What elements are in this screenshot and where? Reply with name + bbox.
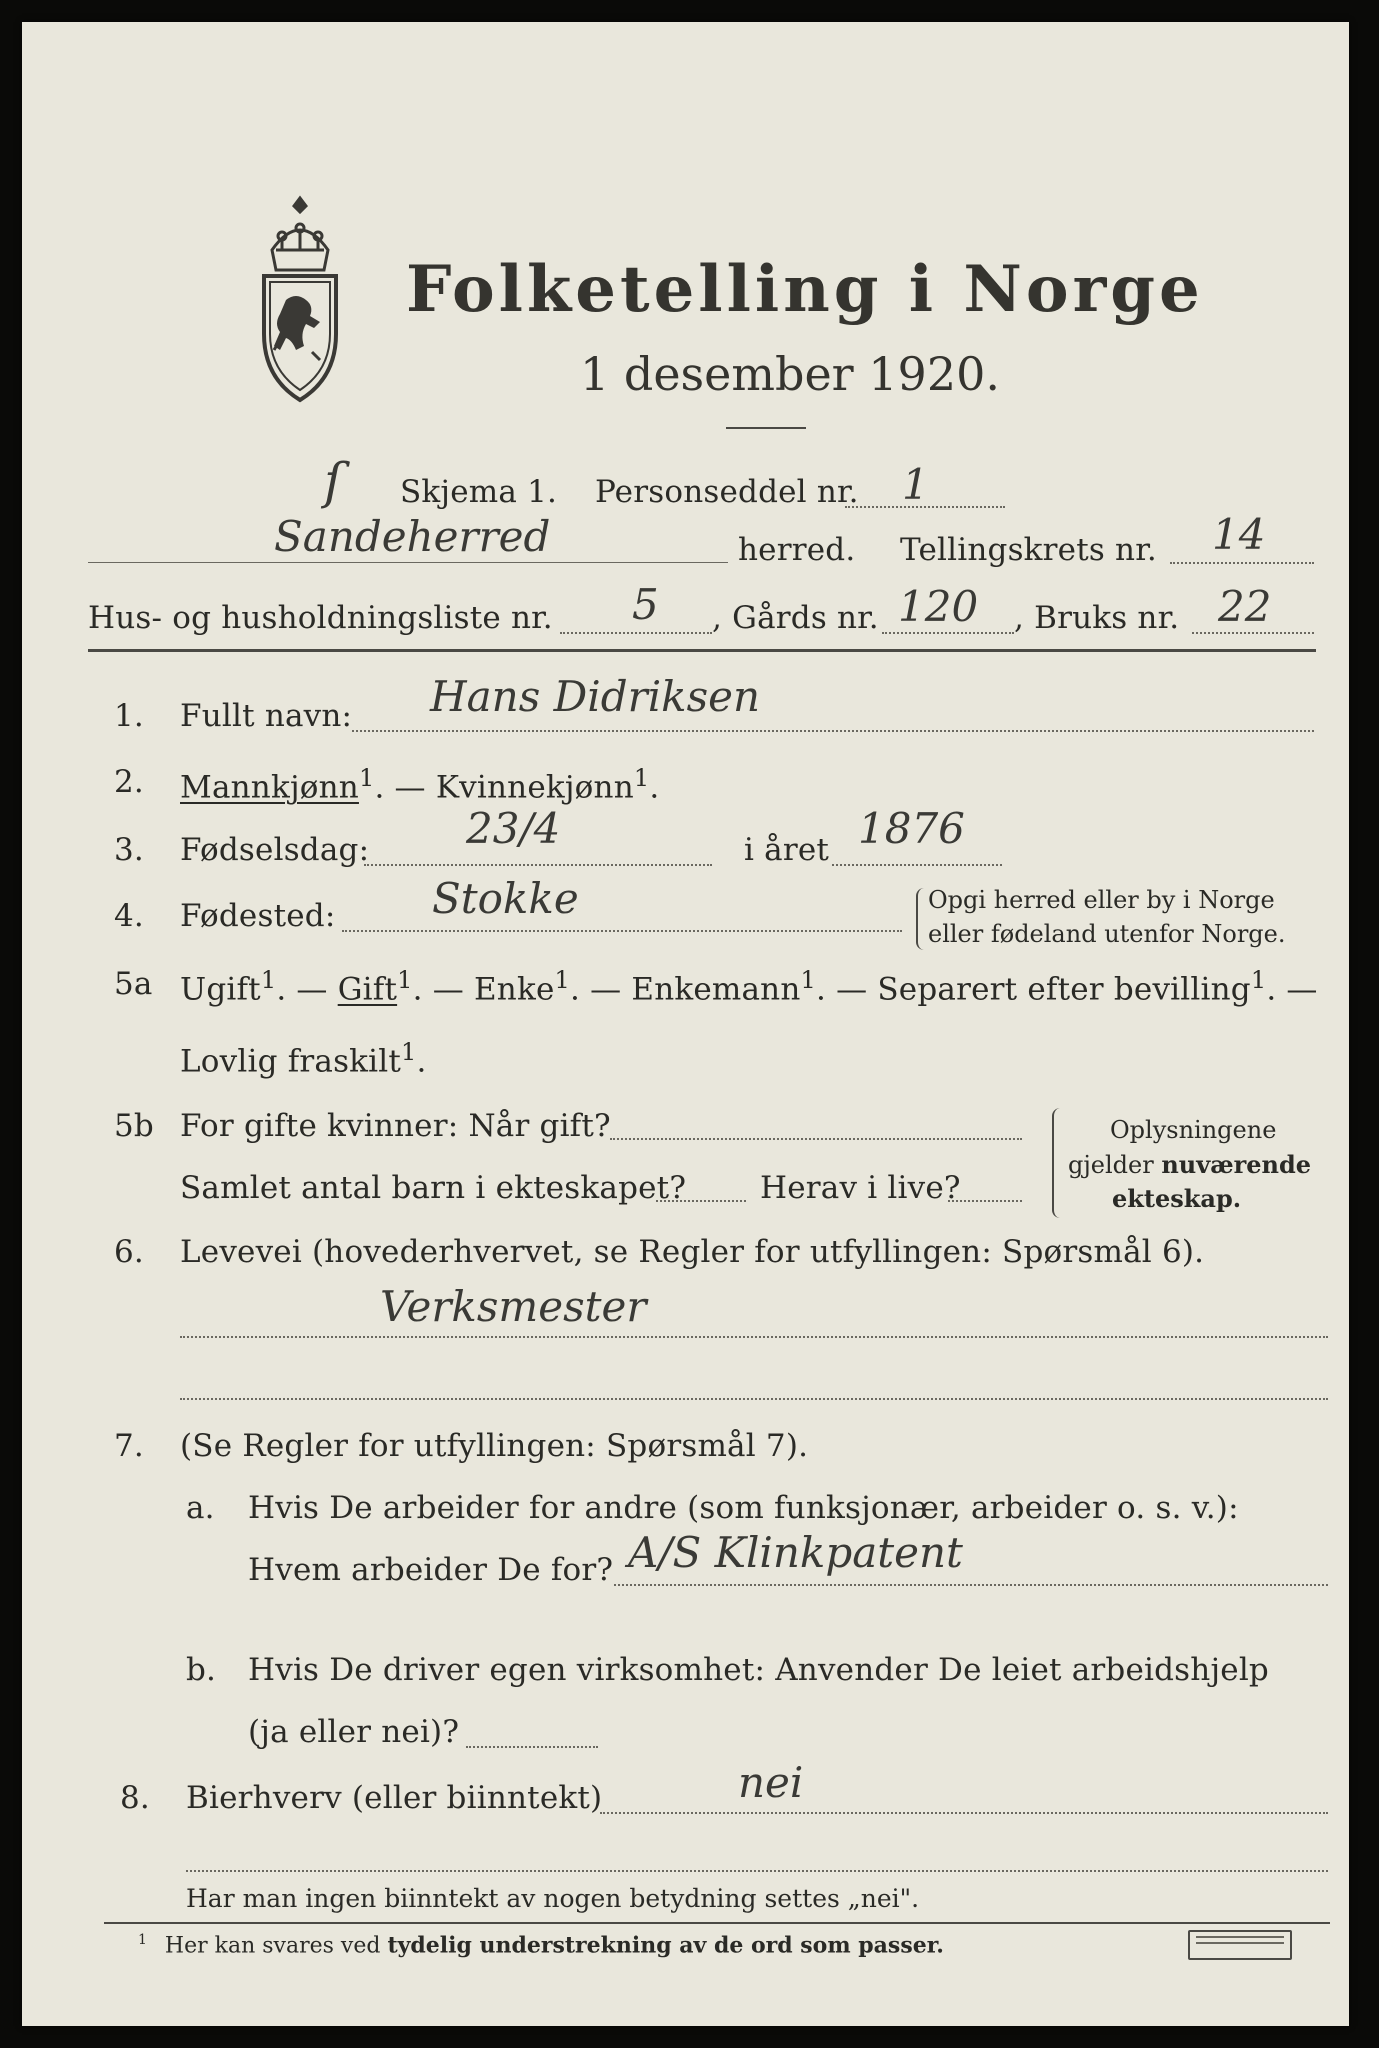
q5b-note-line3: ekteskap. xyxy=(1112,1184,1242,1213)
q7b-letter: b. xyxy=(186,1652,217,1688)
q6-label: Levevei (hovederhvervet, se Regler for utfyllingen: Spørsmål 6). xyxy=(180,1234,1205,1270)
q5b-number: 5b xyxy=(114,1108,154,1144)
q5b-note-line2: gjelder nuværende xyxy=(1068,1150,1312,1179)
q5a-options: Ugift$^1$. — Gift$^1$. — Enke$^1$. — Enkemann$^1$. — Separert efter bevilling$^1$. — xyxy=(180,966,1318,1008)
q4-note-line1: Opgi herred eller by i Norge xyxy=(928,886,1275,914)
q5a-option-fraskilt-line: Lovlig fraskilt$^1$. xyxy=(180,1038,427,1080)
q7a-fill-line xyxy=(614,1584,1328,1586)
q6-value: Verksmester xyxy=(380,1282,647,1331)
q5a-option-fraskilt: Lovlig fraskilt xyxy=(180,1043,402,1080)
q3-fill-line xyxy=(364,864,712,866)
q5b-fill-line3 xyxy=(948,1200,1022,1202)
q7a-letter: a. xyxy=(186,1490,215,1526)
q5b-note-brace xyxy=(1052,1108,1064,1218)
q5b-label3: Herav i live? xyxy=(760,1170,961,1206)
q5b-fill-line1 xyxy=(610,1138,1022,1140)
q5a-number: 5a xyxy=(114,966,153,1002)
q5a-option-enke: Enke xyxy=(473,971,555,1008)
q2-number: 2. xyxy=(114,764,144,800)
q8-number: 8. xyxy=(120,1780,150,1816)
q1-value: Hans Didriksen xyxy=(430,672,761,721)
q6-fill-line2 xyxy=(180,1398,1328,1400)
q7a-question: Hvem arbeider De for? xyxy=(248,1552,614,1588)
census-date: 1 desember 1920. xyxy=(580,347,1000,401)
husliste-fill-line xyxy=(560,632,712,634)
bruks-fill-line xyxy=(1192,632,1314,634)
gards-value: 120 xyxy=(898,582,979,631)
q5b-label2: Samlet antal barn i ekteskapet? xyxy=(180,1170,687,1206)
q8-fill-line xyxy=(600,1812,1328,1814)
q7-label: (Se Regler for utfyllingen: Spørsmål 7). xyxy=(180,1428,809,1464)
q5a-option-enkemann: Enkemann xyxy=(631,971,801,1008)
q3-value: 23/4 xyxy=(466,804,561,853)
q4-label: Fødested: xyxy=(180,898,336,934)
title-divider xyxy=(726,427,806,429)
tellingskrets-value: 14 xyxy=(1212,510,1266,559)
q3-year-fill-line xyxy=(832,864,1002,866)
q5b-note-line1: Oplysningene xyxy=(1110,1116,1277,1144)
q4-fill-line xyxy=(342,930,902,932)
schema-label: Skjema 1. xyxy=(400,474,558,510)
q3-label: Fødselsdag: xyxy=(180,832,370,868)
q4-number: 4. xyxy=(114,898,144,934)
personseddel-label: Personseddel nr. xyxy=(595,474,859,510)
q8-value: nei xyxy=(738,1758,804,1807)
q3-number: 3. xyxy=(114,832,144,868)
herred-value: Sandeherred xyxy=(274,512,551,561)
q6-fill-line1 xyxy=(180,1336,1328,1338)
tellingskrets-label: Tellingskrets nr. xyxy=(900,532,1157,568)
q7-number: 7. xyxy=(114,1428,144,1464)
q3-year-label: i året xyxy=(744,832,830,868)
q5a-option-separert: Separert efter bevilling xyxy=(877,971,1251,1008)
herred-fill-line xyxy=(88,562,728,563)
q2-text: Mannkjønn$^1$. — Kvinnekjønn$^1$. xyxy=(180,764,660,806)
gards-fill-line xyxy=(882,632,1014,634)
herred-label: herred. xyxy=(738,532,856,568)
q8-label: Bierhverv (eller biinntekt) xyxy=(186,1780,603,1816)
q5a-option-ugift: Ugift xyxy=(180,971,261,1008)
q4-note-brace xyxy=(916,888,926,950)
q1-fill-line xyxy=(352,730,1314,732)
personseddel-value: 1 xyxy=(902,460,929,509)
footnote-mark: 1 xyxy=(138,1932,147,1948)
q2-male-option: Mannkjønn xyxy=(180,769,359,806)
form-title: Folketelling i Norge xyxy=(406,252,1204,327)
q1-number: 1. xyxy=(114,698,144,734)
q5b-label1: For gifte kvinner: Når gift? xyxy=(180,1108,611,1144)
q2-female-option: Kvinnekjønn xyxy=(435,769,634,806)
q5b-fill-line2 xyxy=(656,1200,746,1202)
census-form-sheet xyxy=(22,22,1349,2026)
q1-label: Fullt navn: xyxy=(180,698,353,734)
footnote-rule xyxy=(104,1922,1330,1924)
footnote: $^1$ Her kan svares ved tydelig understrekning av de ord som passer. xyxy=(138,1932,944,1959)
q7b-fill-line xyxy=(466,1746,598,1748)
q4-note-line2: eller fødeland utenfor Norge. xyxy=(928,920,1286,948)
tellingskrets-fill-line xyxy=(1170,562,1314,564)
gards-label: , Gårds nr. xyxy=(712,600,879,636)
handwritten-mark: ſ xyxy=(324,452,343,510)
header-rule xyxy=(88,649,1316,652)
q7b-question: (ja eller nei)? xyxy=(248,1714,460,1750)
q5a-option-gift: Gift xyxy=(337,971,398,1008)
note-nei: Har man ingen biinntekt av nogen betydning settes „nei". xyxy=(186,1884,920,1913)
q7b-text: Hvis De driver egen virksomhet: Anvender De leiet arbeidshjelp xyxy=(248,1652,1269,1688)
husliste-value: 5 xyxy=(632,580,659,629)
q7a-value: A/S Klinkpatent xyxy=(628,1528,963,1577)
q8-fill-line2 xyxy=(186,1870,1328,1872)
printer-stamp-icon xyxy=(1188,1930,1292,1960)
husliste-label: Hus- og husholdningsliste nr. xyxy=(88,600,553,636)
coat-of-arms-icon xyxy=(242,190,358,410)
bruks-value: 22 xyxy=(1218,582,1272,631)
q7a-text: Hvis De arbeider for andre (som funksjonær, arbeider o. s. v.): xyxy=(248,1490,1239,1526)
bruks-label: , Bruks nr. xyxy=(1014,600,1180,636)
q6-number: 6. xyxy=(114,1234,144,1270)
q4-value: Stokke xyxy=(432,874,579,923)
q3-year-value: 1876 xyxy=(858,804,965,853)
